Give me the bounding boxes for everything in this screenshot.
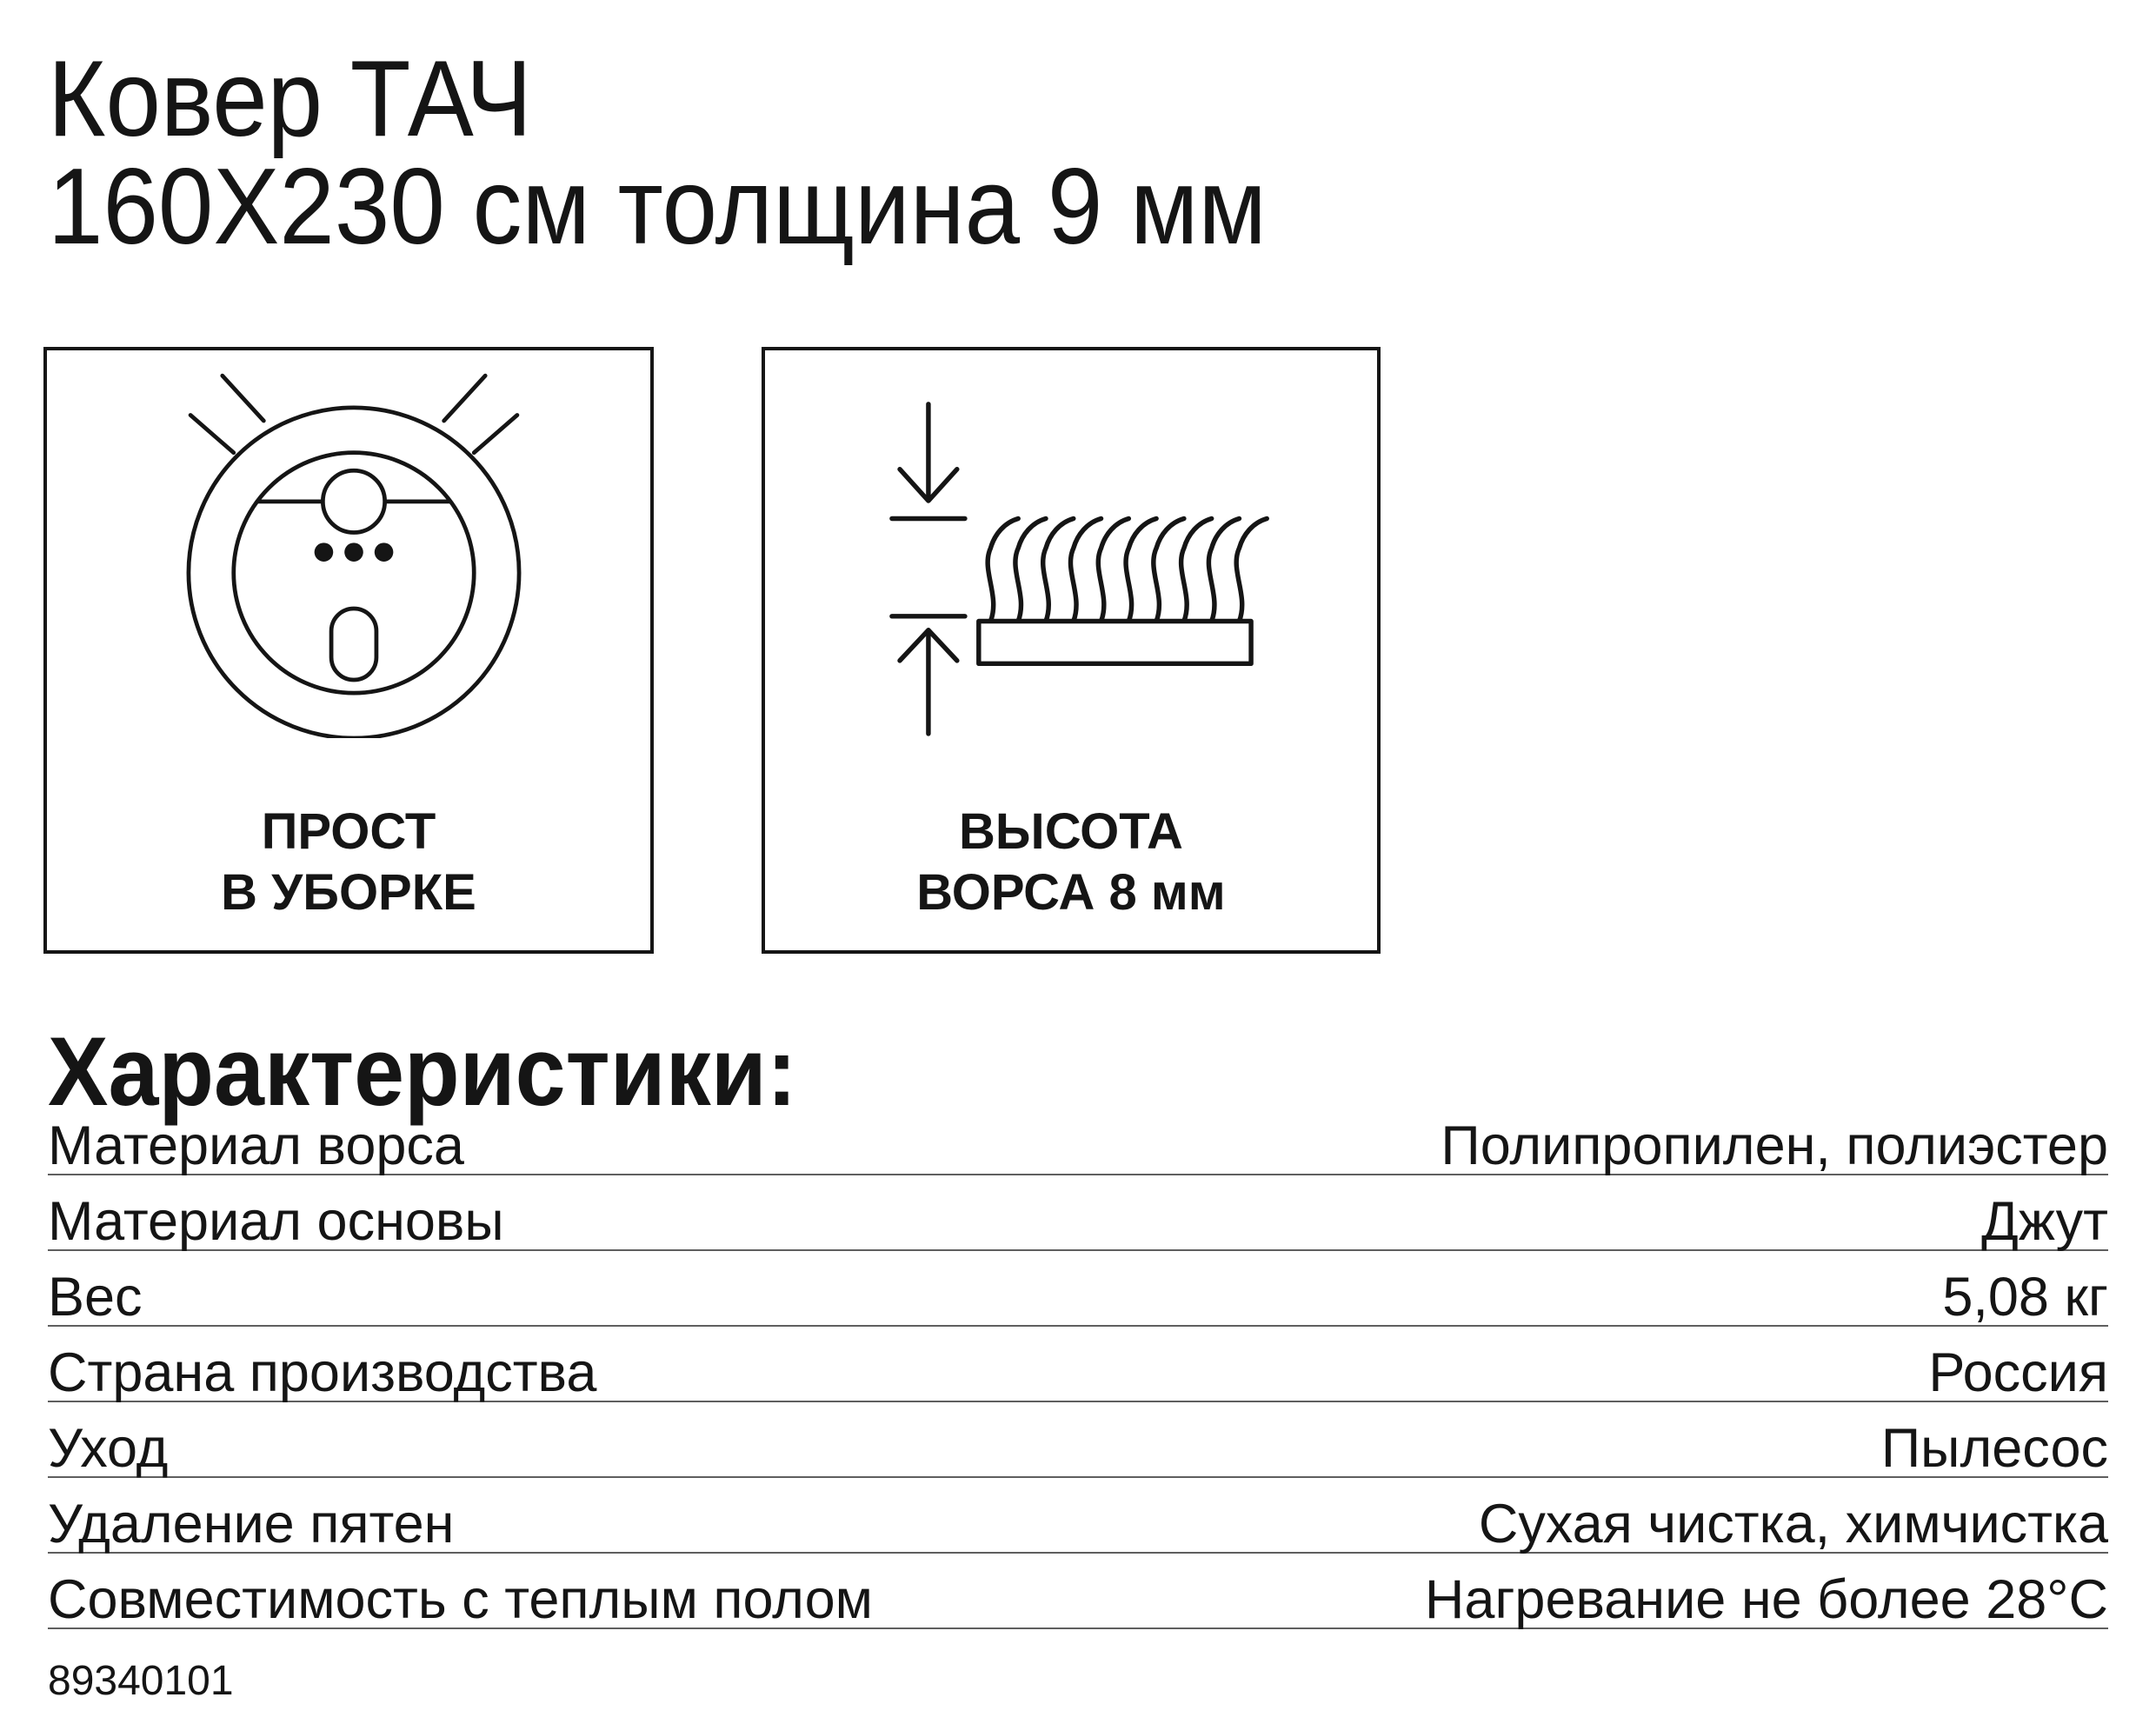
spec-label: Совместимость с теплым полом [48,1569,873,1630]
spec-row [48,1327,2108,1402]
article-number: 89340101 [48,1658,234,1704]
badge-label-line1: ПРОСТ [261,802,436,860]
page-title [48,39,1267,267]
spec-value: 5,08 кг [1942,1267,2108,1328]
badge-easy-to-clean [43,347,654,954]
spec-label: Удаление пятен [48,1494,455,1554]
spec-label: Страна производства [48,1342,597,1403]
spec-label: Материал основы [48,1191,504,1252]
spec-value: Джут [1981,1191,2108,1252]
spec-row [48,1100,2108,1175]
badge-label-line2: В УБОРКЕ [221,864,476,922]
robot-vacuum-icon [166,363,542,738]
spec-row [48,1402,2108,1478]
spec-label: Уход [48,1418,169,1479]
badge-label-line2: ВОРСА 8 мм [916,864,1226,922]
spec-value: Пылесос [1880,1418,2108,1479]
pile-height-icon [835,398,1308,793]
badge-pile-height [762,347,1381,954]
spec-row [48,1554,2108,1629]
page-title-line2: 160Х230 см толщина 9 мм [48,147,1267,267]
badge-label [765,802,1377,925]
spec-row [48,1478,2108,1554]
spec-label: Материал ворса [48,1115,464,1176]
spec-row [48,1175,2108,1251]
specs-heading: Характеристики: [48,1017,797,1126]
spec-value: Россия [1928,1342,2108,1403]
specs-table [48,1100,2108,1629]
spec-row [48,1251,2108,1327]
spec-label: Вес [48,1267,143,1328]
spec-value: Полипропилен, полиэстер [1441,1115,2108,1176]
page-title-line1: Ковер ТАЧ [48,39,532,159]
spec-value: Нагревание не более 28°С [1424,1569,2108,1630]
badge-label [47,802,650,925]
badge-label-line1: ВЫСОТА [959,802,1183,860]
spec-value: Сухая чистка, химчистка [1478,1494,2108,1554]
